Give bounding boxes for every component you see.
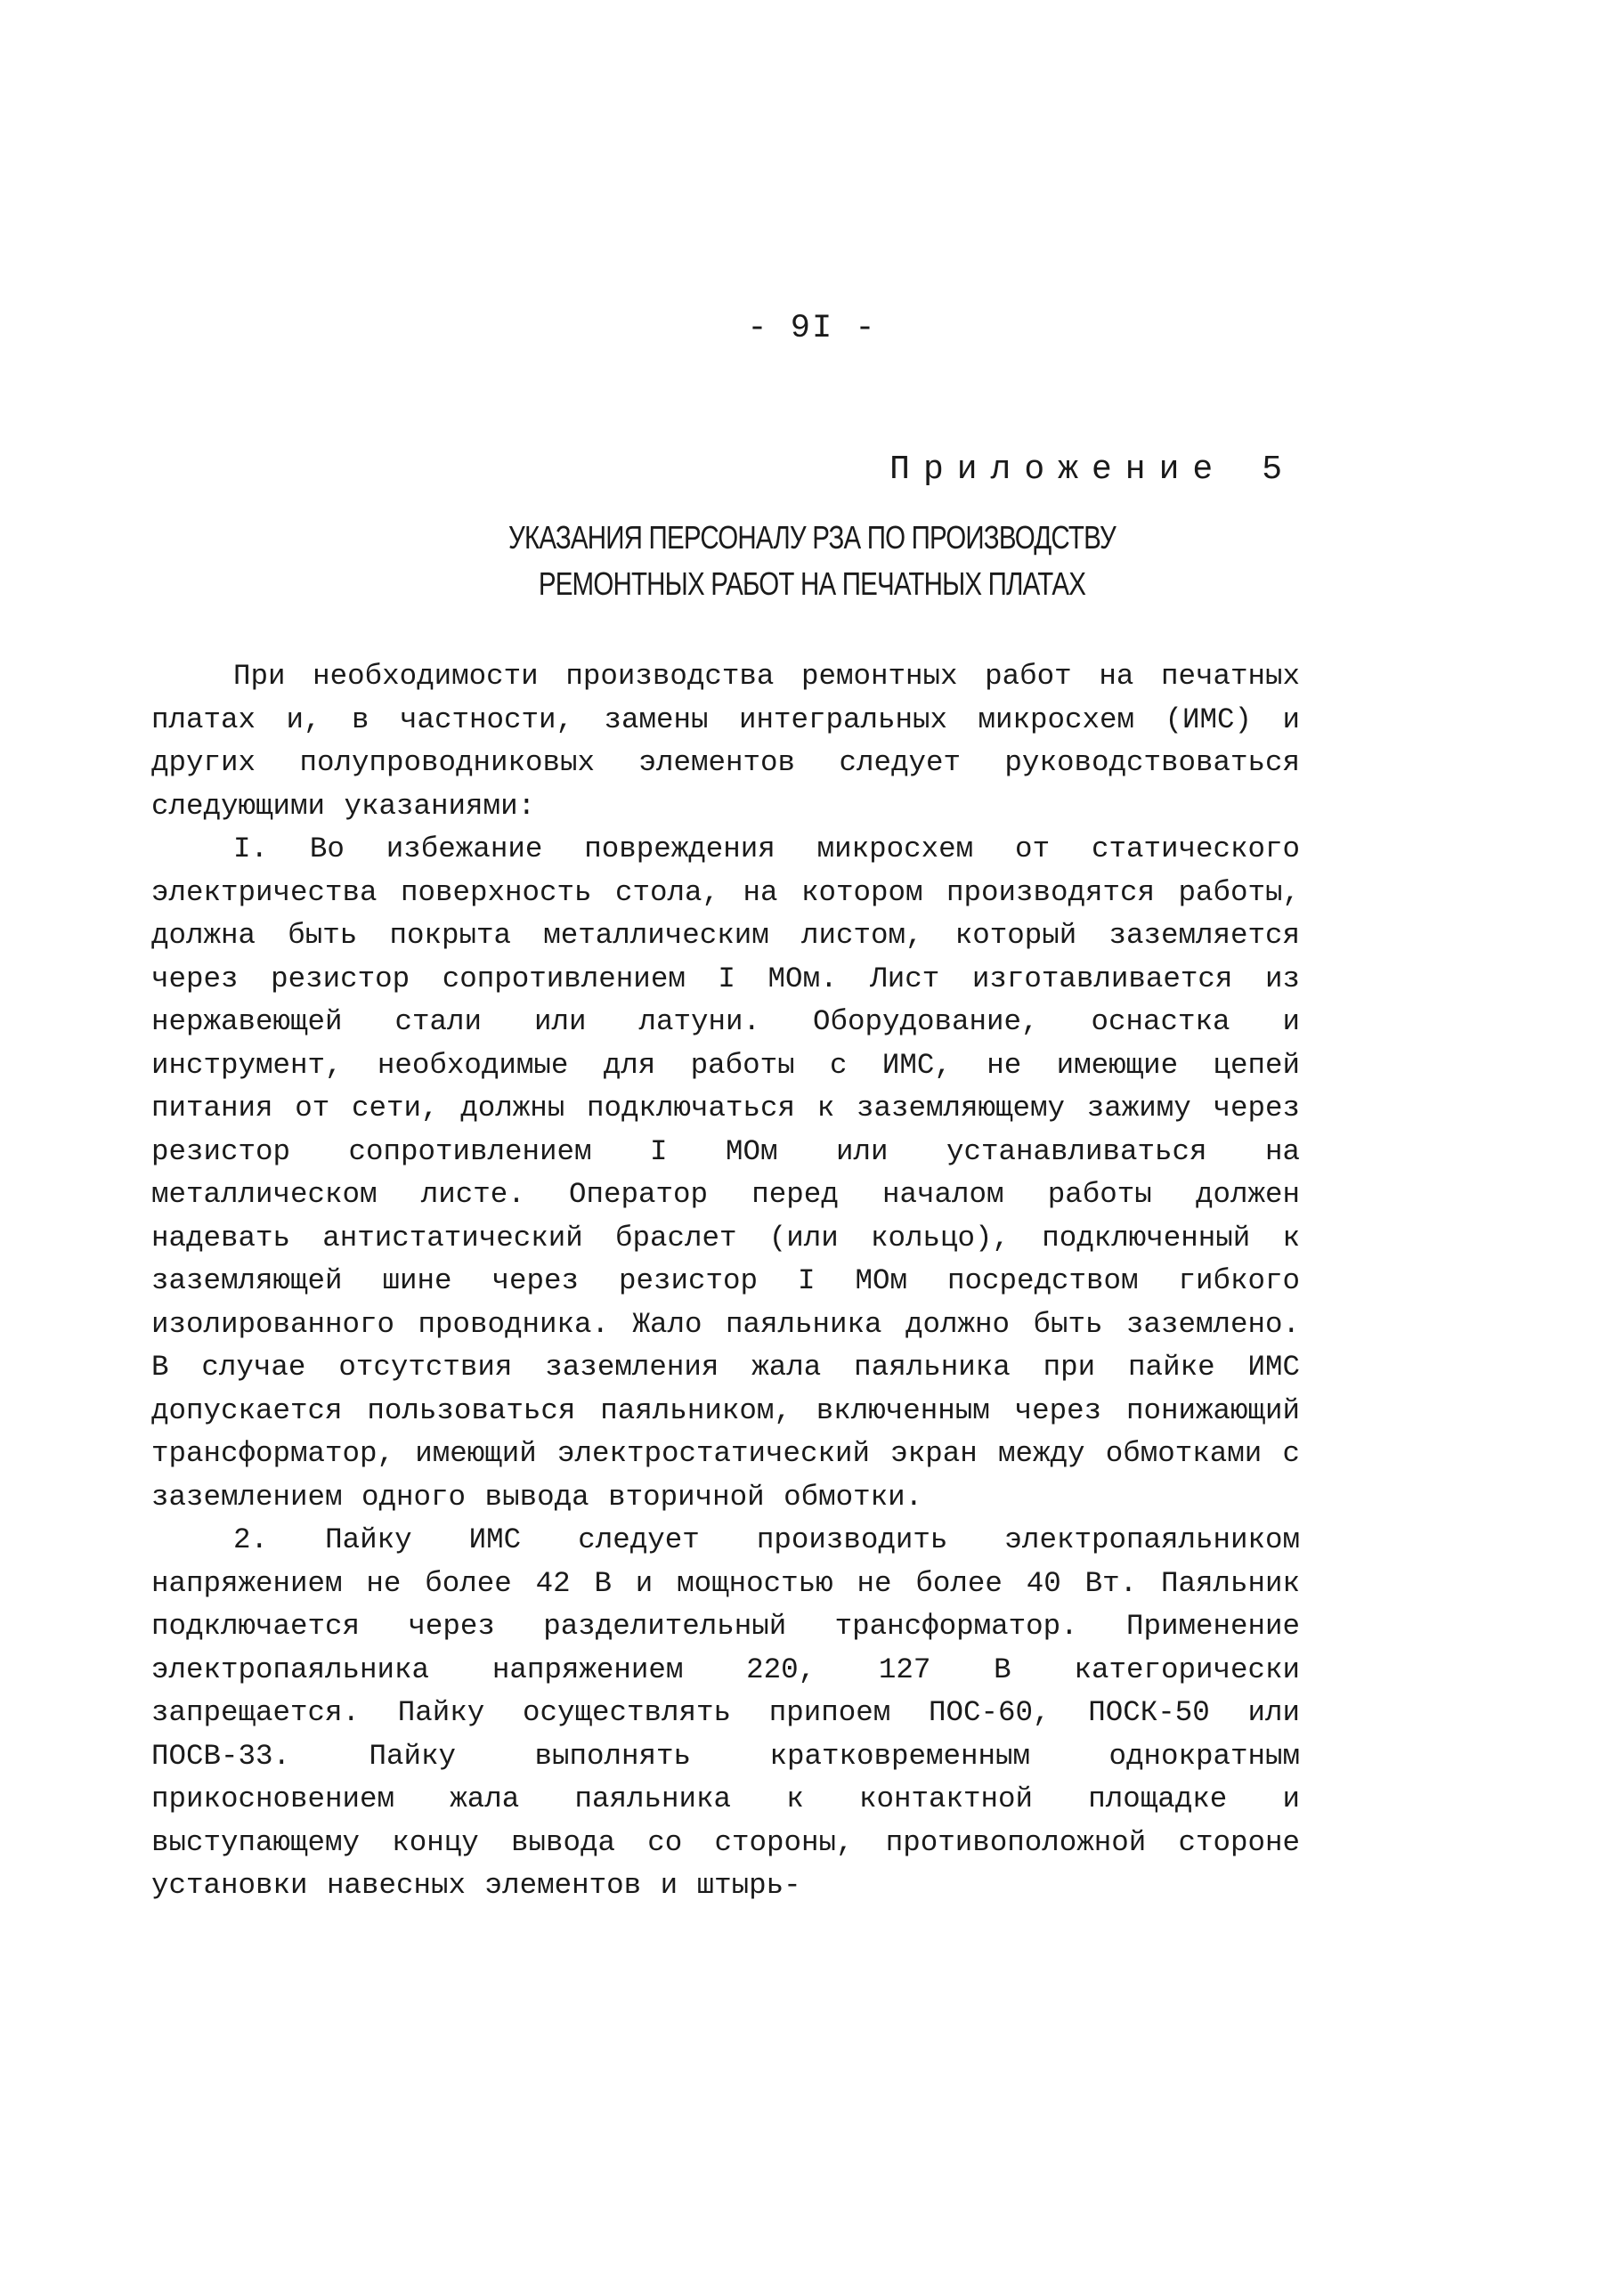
paragraph-item-1: I. Во избежание повреждения микросхем от статического электричества поверхность стола, на котором производятся работы, должна быть покрыта металлическим листом, который заземляется через резистор сопротивлением I МОм. Лист изготавливается из нержавеющей стали или латуни. Оборудование, оснастка и инструмент, необходимые для работы с ИМС, не имеющие цепей питания от сети, должны подключаться к заземляющему зажиму через резистор сопротивлением I МОм или устанавливаться на металлическом листе. Оператор перед началом работы должен надевать антистатический браслет (или кольцо), подключенный к заземляющей шине через резистор I МОм посредством гибкого изолированного проводника. Жало паяльника должно быть заземлено. В случае отсутствия заземления жала паяльника при пайке ИМС допускается пользоваться паяльником, включенным через понижающий трансформатор, имеющий электростатический экран между обмотками с заземлением одного вывода вторичной обмотки.: [151, 832, 1300, 1514]
document-body: [151, 655, 1300, 1908]
document-title: [0, 515, 1624, 607]
title-line-2: РЕМОНТНЫХ РАБОТ НА ПЕЧАТНЫХ ПЛАТАХ: [538, 565, 1086, 602]
appendix-label: Приложение: [889, 451, 1227, 489]
intro-paragraph: При необходимости производства ремонтных работ на печатных платах и, в частности, замены интегральных микросхем (ИМС) и других полупроводниковых элементов следует руководствоваться следующими указаниями:: [151, 660, 1300, 823]
title-line-1: УКАЗАНИЯ ПЕРСОНАЛУ РЗА ПО ПРОИЗВОДСТВУ: [508, 519, 1116, 556]
appendix-heading: [889, 451, 1282, 489]
appendix-number: 5: [1262, 451, 1282, 489]
paragraph-item-2: 2. Пайку ИМС следует производить электропаяльником напряжением не более 42 В и мощностью не более 40 Вт. Паяльник подключается через разделительный трансформатор. Применение электропаяльника напряжением 220, 127 В категорически запрещается. Пайку осуществлять припоем ПОС-60, ПОСК-50 или ПОСВ-33. Пайку выполнять кратковременным однократным прикосновением жала паяльника к контактной площадке и выступающему концу вывода со стороны, противоположной стороне установки навесных элементов и штырь-: [151, 1523, 1300, 1902]
page-number: - 9I -: [747, 310, 877, 347]
